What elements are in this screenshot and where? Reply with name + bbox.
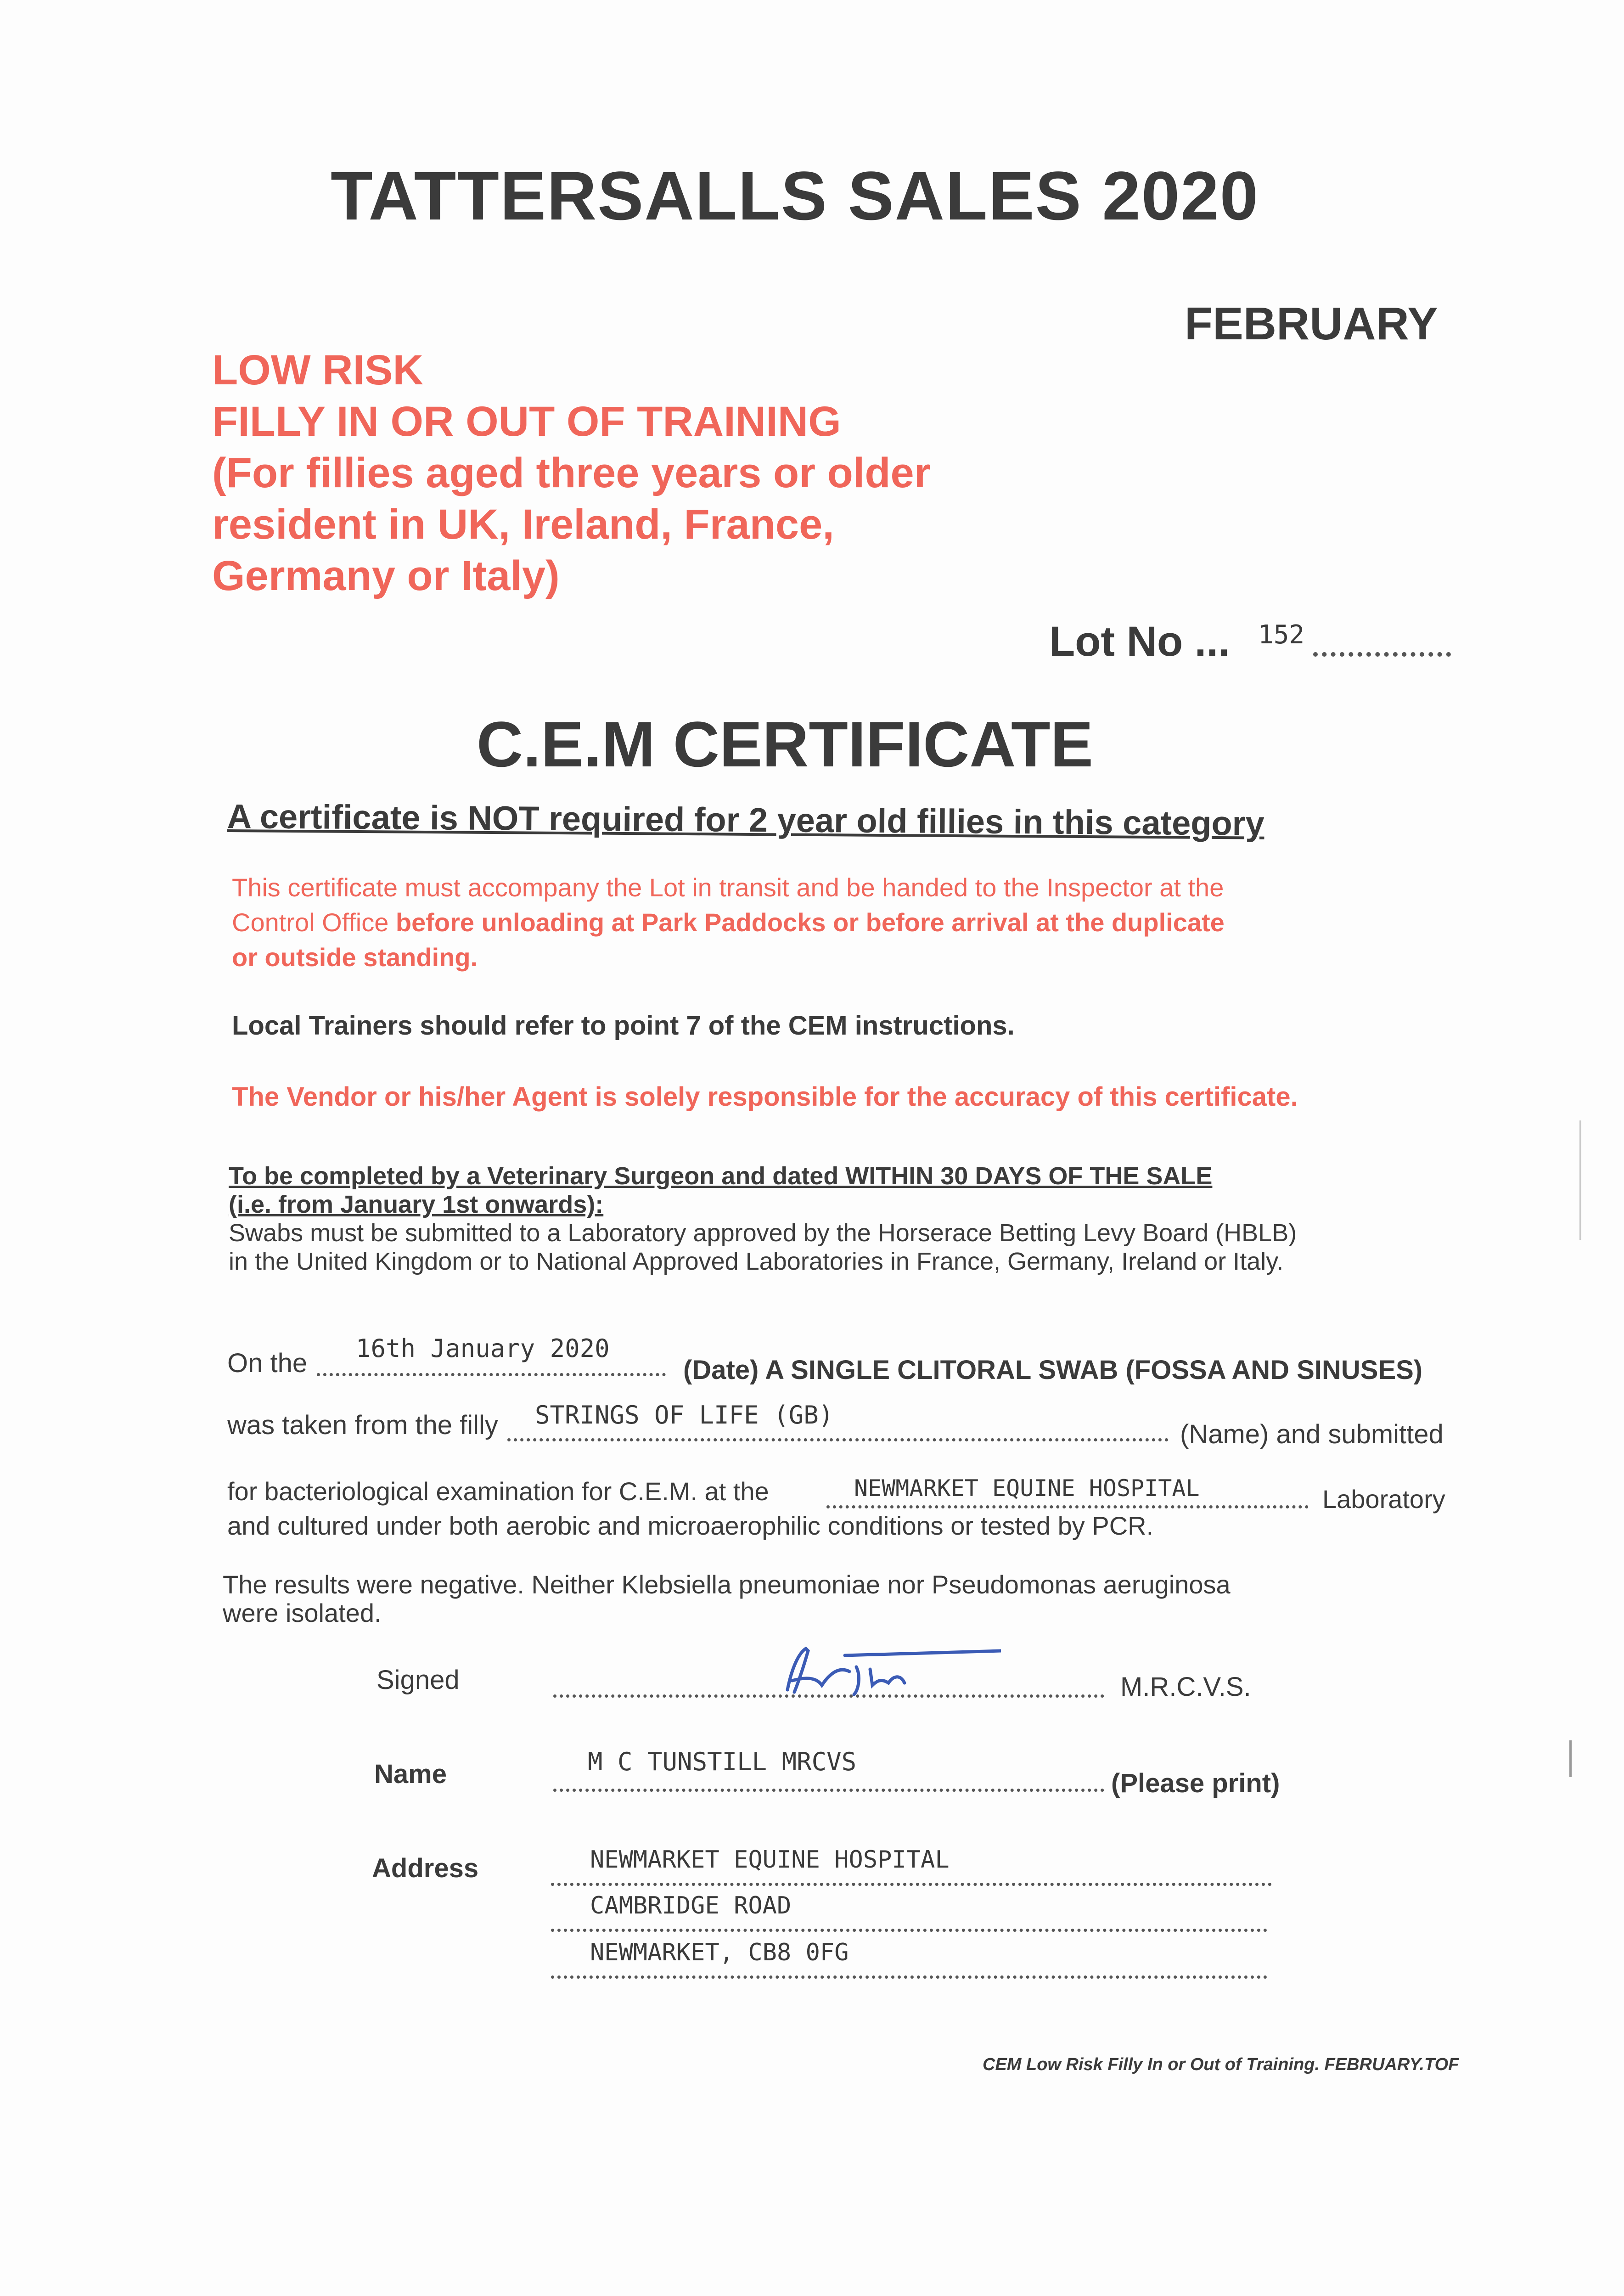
name-label: Name <box>374 1759 447 1789</box>
name-dots <box>553 1789 1104 1792</box>
address-dots <box>551 1929 1267 1932</box>
vendor-responsibility-note: The Vendor or his/her Agent is solely responsible for the accuracy of this certificate. <box>232 1082 1298 1112</box>
sale-month: FEBRUARY <box>1185 298 1438 349</box>
lot-number-label: Lot No ... <box>1049 618 1230 665</box>
category-block <box>212 344 931 602</box>
category-line: FILLY IN OR OUT OF TRAINING <box>212 398 841 445</box>
transit-line <box>232 905 1225 940</box>
address-line: NEWMARKET EQUINE HOSPITAL <box>590 1846 950 1874</box>
name-value: M C TUNSTILL MRCVS <box>588 1747 857 1776</box>
transit-line-plain: Control Office <box>232 908 396 937</box>
signed-suffix: M.R.C.V.S. <box>1120 1672 1251 1702</box>
results-statement <box>223 1570 1231 1627</box>
footer-reference: CEM Low Risk Filly In or Out of Training. FEBRUARY.TOF <box>983 2055 1459 2074</box>
lab-value: NEWMARKET EQUINE HOSPITAL <box>854 1475 1200 1502</box>
transit-line: This certificate must accompany the Lot in transit and be handed to the Inspector at the <box>232 873 1224 902</box>
filly-name-value: STRINGS OF LIFE (GB) <box>535 1401 834 1429</box>
name-suffix: (Please print) <box>1111 1768 1280 1798</box>
date-dots <box>317 1373 666 1376</box>
address-dots <box>551 1883 1272 1886</box>
scan-edge-mark <box>1579 1120 1581 1240</box>
vet-instruction-line: in the United Kingdom or to National Approved Laboratories in France, Germany, Ireland or Italy. <box>229 1248 1284 1275</box>
address-line: CAMBRIDGE ROAD <box>590 1892 792 1919</box>
address-label: Address <box>372 1853 479 1883</box>
not-required-notice: A certificate is NOT required for 2 year old fillies in this category <box>227 797 1264 843</box>
local-trainers-note: Local Trainers should refer to point 7 of the CEM instructions. <box>232 1011 1015 1041</box>
lab-dots <box>826 1505 1309 1508</box>
lab-line2: and cultured under both aerobic and microaerophilic conditions or tested by PCR. <box>227 1511 1154 1540</box>
filly-dots <box>507 1438 1169 1441</box>
vet-heading: (i.e. from January 1st onwards): <box>229 1191 604 1218</box>
date-suffix: (Date) A SINGLE CLITORAL SWAB (FOSSA AND SINUSES) <box>683 1355 1423 1385</box>
date-label: On the <box>227 1348 308 1378</box>
signature-image <box>781 1635 1001 1699</box>
category-line: (For fillies aged three years or older <box>212 450 931 496</box>
lot-number-value: 152 <box>1258 620 1305 650</box>
vet-instructions <box>229 1162 1297 1276</box>
transit-line: or outside standing. <box>232 943 478 972</box>
results-line: The results were negative. Neither Klebsiella pneumoniae nor Pseudomonas aeruginosa <box>223 1570 1231 1599</box>
address-dots <box>551 1975 1267 1979</box>
transit-line-bold: before unloading at Park Paddocks or before arrival at the duplicate <box>395 908 1225 937</box>
category-line: resident in UK, Ireland, France, <box>212 501 834 548</box>
certificate-title: C.E.M CERTIFICATE <box>477 708 1093 780</box>
scan-edge-mark <box>1569 1740 1572 1777</box>
vet-instruction-line: Swabs must be submitted to a Laboratory approved by the Horserace Betting Levy Board (HBLB) <box>229 1219 1297 1247</box>
transit-notice <box>232 870 1225 975</box>
lab-suffix: Laboratory <box>1322 1485 1445 1514</box>
lot-number-dots <box>1313 652 1451 657</box>
category-line: LOW RISK <box>212 347 423 394</box>
results-line: were isolated. <box>223 1598 382 1627</box>
vet-heading: To be completed by a Veterinary Surgeon and dated WITHIN 30 DAYS OF THE SALE <box>229 1162 1213 1190</box>
filly-label: was taken from the filly <box>227 1410 498 1440</box>
page-title: TATTERSALLS SALES 2020 <box>331 157 1259 234</box>
signed-label: Signed <box>376 1665 460 1695</box>
address-line: NEWMARKET, CB8 0FG <box>590 1939 849 1966</box>
lab-prefix: for bacteriological examination for C.E.M. at the <box>227 1477 769 1506</box>
category-line: Germany or Italy) <box>212 552 560 599</box>
date-value: 16th January 2020 <box>356 1334 610 1363</box>
filly-suffix: (Name) and submitted <box>1180 1419 1444 1449</box>
